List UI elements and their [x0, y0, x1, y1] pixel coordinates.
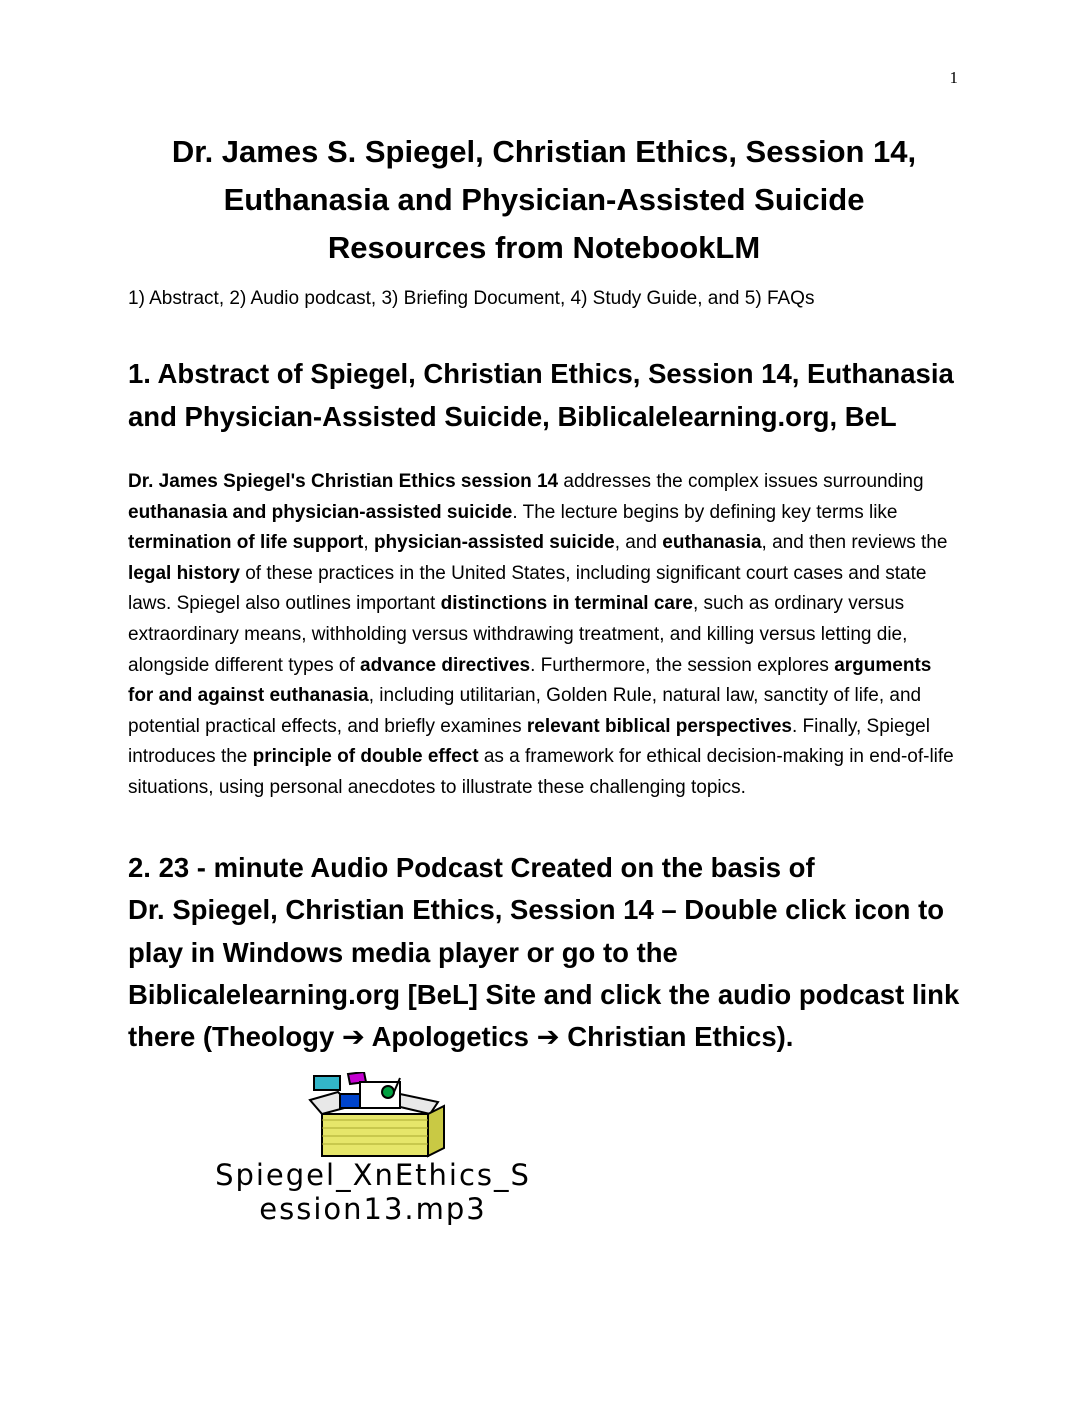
abstract-bold-10: relevant biblical perspectives — [526, 715, 792, 737]
abstract-text-11: as a framework for ethical decision-making in end-of-life situations, using personal anecdotes to illustrate these challenging topics. — [128, 746, 954, 798]
abstract-bold-1: Dr. James Spiegel's Christian Ethics session 14 — [128, 471, 559, 492]
podcast-line-5 — [128, 1016, 973, 1058]
contents-line: 1) Abstract, 2) Audio podcast, 3) Briefing Document, 4) Study Guide, and 5) FAQs — [128, 288, 815, 309]
abstract-bold-3: termination of life support — [128, 532, 364, 554]
abstract-text-10: . Finally, Spiegel introduces the — [128, 715, 930, 768]
abstract-bold-2: euthanasia and physician-assisted suicide — [128, 501, 513, 523]
abstract-bold-4: physician-assisted suicide — [373, 532, 615, 554]
abstract-text-9: , including utilitarian, Golden Rule, natural law, sanctity of life, and potential practical effects, and briefly examines — [128, 685, 922, 737]
arrow-right-icon: ➔ — [341, 1021, 365, 1054]
abstract-text-1: addresses the complex issues surrounding — [558, 471, 924, 492]
page-number: 1 — [949, 68, 958, 87]
abstract-text-5: , and then reviews the — [761, 532, 948, 554]
podcast-line-5-part-1: there (Theology — [128, 1021, 342, 1053]
podcast-line-5-part-2: Apologetics — [364, 1021, 537, 1053]
abstract-bold-6: legal history — [128, 562, 240, 584]
abstract-text-3: , — [363, 532, 374, 554]
attachment-filename-line-1: Spiegel_XnEthics_S — [215, 1158, 531, 1192]
podcast-line-5-part-3: Christian Ethics). — [559, 1021, 794, 1053]
abstract-heading: 1. Abstract of Spiegel, Christian Ethics, Session 14, Euthanasia and Physician-Assisted Suicide, Biblicalelearning.org, BeL — [128, 358, 954, 432]
page-title — [0, 128, 1088, 272]
abstract-text-2: . The lecture begins by defining key terms like — [512, 501, 898, 523]
arrow-right-icon: ➔ — [536, 1021, 560, 1054]
abstract-text-7: , such as ordinary versus extraordinary means, withholding versus withdrawing treatment, and killing versus letting die, alongside different types of — [128, 593, 908, 676]
attachment-filename[interactable] — [128, 1158, 618, 1226]
podcast-line-4: Biblicalelearning.org [BeL] Site and click the audio podcast link — [128, 978, 960, 1010]
abstract-bold-8: advance directives — [360, 654, 531, 676]
title-line-1: Dr. James S. Spiegel, Christian Ethics, Session 14, — [171, 134, 917, 169]
abstract-text-4: , and — [614, 532, 663, 554]
podcast-heading — [128, 847, 973, 1058]
abstract-text-6: of these practices in the United States, including significant court cases and state laws. Spiegel also outlines important — [128, 562, 927, 615]
abstract-text-8: . Furthermore, the session explores — [530, 654, 835, 676]
title-line-3: Resources from NotebookLM — [327, 230, 761, 265]
abstract-bold-9: arguments for and against euthanasia — [128, 654, 932, 707]
attachment-filename-line-2: ession13.mp3 — [259, 1192, 487, 1226]
abstract-bold-7: distinctions in terminal care — [440, 593, 693, 615]
podcast-line-3: play in Windows media player or go to the — [128, 936, 678, 968]
title-line-2: Euthanasia and Physician-Assisted Suicide — [223, 182, 865, 217]
abstract-paragraph — [128, 467, 958, 804]
abstract-bold-5: euthanasia — [662, 532, 762, 554]
podcast-line-2: Dr. Spiegel, Christian Ethics, Session 14 – Double click icon to — [128, 894, 945, 926]
abstract-bold-11: principle of double effect — [252, 746, 479, 768]
podcast-line-1: 2. 23 - minute Audio Podcast Created on the basis of — [128, 852, 815, 883]
package-icon[interactable] — [300, 1072, 450, 1162]
